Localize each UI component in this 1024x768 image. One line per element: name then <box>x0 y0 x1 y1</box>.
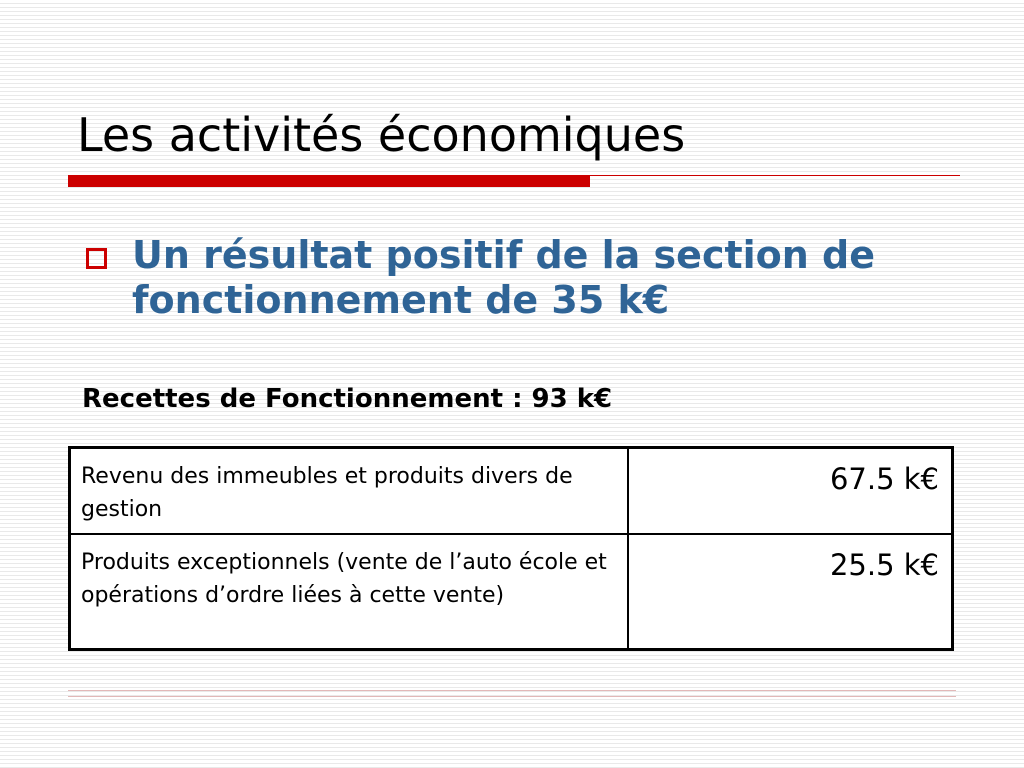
footer-divider <box>68 696 956 697</box>
bullet-text: Un résultat positif de la section de fonctionnement de 35 k€ <box>132 233 876 322</box>
table-row <box>70 534 953 650</box>
section-subheading: Recettes de Fonctionnement : 93 k€ <box>82 384 613 414</box>
table-cell-label: Produits exceptionnels (vente de l’auto école et opérations d’ordre liées à cette vente) <box>70 534 629 650</box>
title-underline-thick <box>68 175 590 187</box>
square-bullet-icon <box>86 248 107 269</box>
table-cell-value: 67.5 k€ <box>628 448 953 535</box>
title-underline-thin <box>590 175 960 176</box>
slide-title: Les activités économiques <box>77 108 686 162</box>
revenue-table <box>68 446 954 651</box>
table-row <box>70 448 953 535</box>
table-cell-label: Revenu des immeubles et produits divers de gestion <box>70 448 629 535</box>
table-cell-value: 25.5 k€ <box>628 534 953 650</box>
footer-divider <box>68 690 956 691</box>
